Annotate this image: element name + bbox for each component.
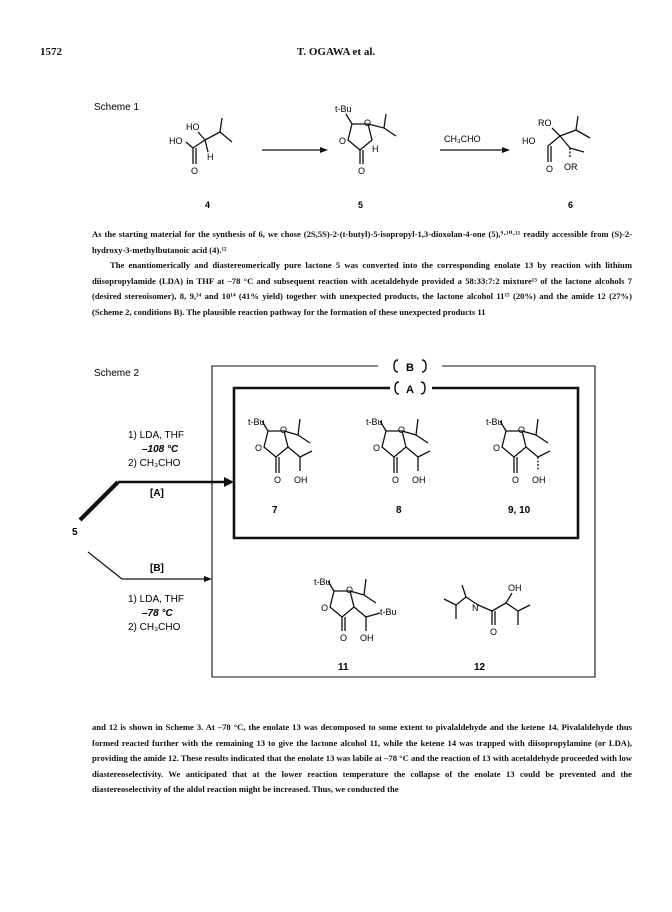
atom-o: O: [518, 425, 526, 435]
compound-6-structure: [548, 116, 590, 162]
paragraph-text: As the starting material for the synthesis of 6, we chose (2S,5S)-2-(t-butyl)-5-isopropyl-1,3-dioxolan-4-one (5),⁹·¹⁰·¹¹ readily accessible from (S)-2-hydroxy-3-methylbutanoic acid (4).¹²: [92, 229, 632, 255]
compound-11-structure: [328, 579, 380, 631]
condition-a-line: 1) LDA, THF: [128, 430, 184, 441]
reagent-acetaldehyde: CH₃CHO: [444, 134, 481, 144]
scheme-2: [0, 355, 672, 685]
atom-o: O: [321, 603, 329, 613]
compound-number-5: 5: [358, 200, 364, 210]
scheme-1-label: Scheme 1: [94, 102, 140, 113]
atom-o: O: [340, 633, 348, 643]
page-number: 1572: [40, 46, 62, 58]
atom-o: O: [490, 627, 498, 637]
atom-tbu: t-Bu: [380, 607, 397, 617]
condition-a-temperature: –108 °C: [142, 444, 179, 455]
condition-a-line: 2) CH₃CHO: [128, 458, 181, 469]
atom-or: OR: [564, 162, 578, 172]
compound-number-11: 11: [338, 662, 349, 673]
atom-ho: HO: [522, 136, 536, 146]
atom-o: O: [280, 425, 288, 435]
atom-o: O: [546, 164, 554, 174]
compound-number-12: 12: [474, 662, 486, 673]
atom-oh: OH: [508, 583, 522, 593]
compound-number-4: 4: [205, 200, 211, 210]
atom-oh: OH: [532, 475, 546, 485]
atom-oh: OH: [360, 633, 374, 643]
scheme-1: [0, 90, 672, 215]
atom-o: O: [373, 443, 381, 453]
atom-tbu: t-Bu: [248, 417, 265, 427]
compound-number-8: 8: [396, 505, 402, 516]
atom-o: O: [274, 475, 282, 485]
atom-h: H: [207, 152, 214, 162]
condition-b-tag: [B]: [150, 563, 164, 574]
atom-tbu: t-Bu: [335, 104, 352, 114]
box-a-label: A: [406, 384, 414, 396]
atom-o: O: [392, 475, 400, 485]
atom-o: O: [339, 136, 347, 146]
compound-number-9-10: 9, 10: [508, 505, 531, 516]
box-b-label: B: [406, 362, 414, 374]
atom-o: O: [191, 166, 199, 176]
atom-o: O: [512, 475, 520, 485]
atom-tbu: t-Bu: [314, 577, 331, 587]
atom-tbu: t-Bu: [486, 417, 503, 427]
paragraph-text: and 12 is shown in Scheme 3. At –78 °C, the enolate 13 was decomposed to some extent to pivalaldehyde and the ketene 14. Pivalaldehyde thus formed reacted further with the remaining 13 to give the lactone alcohol 11, while the ketene 14 was trapped with diisopropylamine (or LDA), providing the amide 12. These results indicated that the enolate 13 was labile at –78 °C and the reaction of 13 with acetaldehyde proceeded with low diastereoselectivity. We anticipated that at the lower reaction temperature the collapse of the enolate 13 could be prevented and the diastereoselectivity of the aldol reaction might be increased. Thus, we conducted the: [92, 722, 632, 795]
running-head-author: T. OGAWA et al.: [296, 46, 376, 58]
atom-o: O: [346, 585, 354, 595]
condition-a-tag: [A]: [150, 488, 164, 499]
reaction-arrow: [262, 147, 328, 153]
condition-b-line: 2) CH₃CHO: [128, 622, 181, 633]
atom-ho: HO: [186, 122, 200, 132]
atom-o: O: [364, 118, 372, 128]
scheme-2-label: Scheme 2: [94, 368, 140, 379]
paragraph-text: The enantiomerically and diastereomerically pure lactone 5 was converted into the corresponding enolate 13 by reaction with lithium diisopropylamide (LDA) in THF at –78 °C and subsequent reaction with acetaldehyde provided a 58:33:7:2 mixture¹³ of the lactone alcohols 7 (desired stereoisomer), 8, 9,¹⁴ and 10¹⁴ (41% yield) together with unexpected products, the lactone alcohol 11¹⁵ (20%) and the amide 12 (27%) (Scheme 2, conditions B). The plausible reaction pathway for the formation of these unexpected products 11: [92, 260, 632, 317]
atom-oh: OH: [294, 475, 308, 485]
atom-o: O: [493, 443, 501, 453]
atom-o: O: [398, 425, 406, 435]
body-paragraph-1: [92, 227, 632, 321]
atom-h: H: [372, 144, 379, 154]
compound-number-6: 6: [568, 200, 574, 210]
box-b: [212, 366, 595, 677]
atom-oh: OH: [412, 475, 426, 485]
atom-o: O: [358, 166, 366, 176]
atom-ho: HO: [169, 136, 183, 146]
atom-n: N: [472, 603, 479, 613]
atom-ro: RO: [538, 118, 552, 128]
body-paragraph-2: [92, 720, 632, 798]
compound-number-5: 5: [72, 527, 78, 538]
condition-b-temperature: –78 °C: [142, 608, 173, 619]
atom-tbu: t-Bu: [366, 417, 383, 427]
compound-number-7: 7: [272, 505, 278, 516]
reaction-arrow: [440, 147, 510, 153]
atom-o: O: [255, 443, 263, 453]
condition-b-line: 1) LDA, THF: [128, 594, 184, 605]
